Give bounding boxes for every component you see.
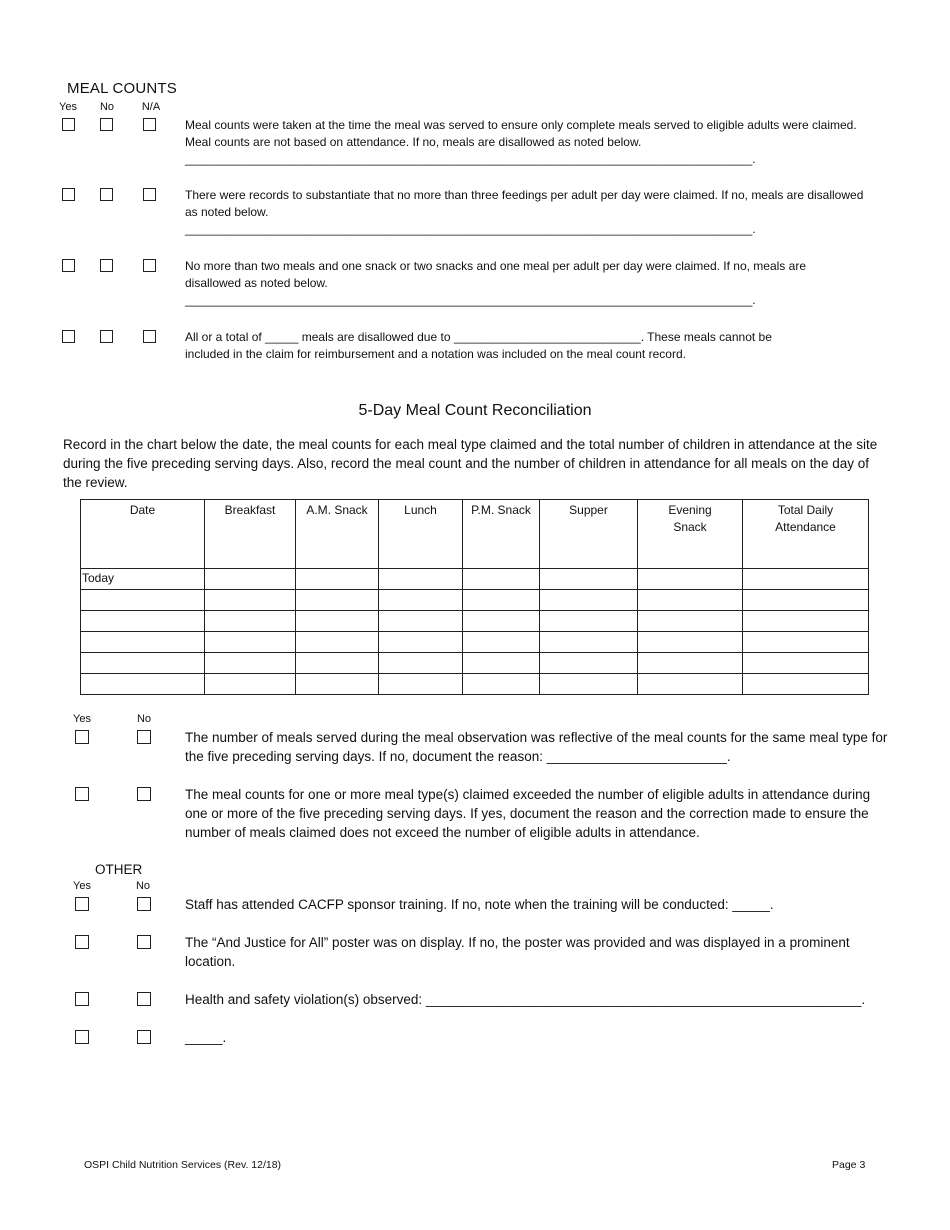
table-cell[interactable] [296, 674, 379, 695]
col-no-label: No [99, 101, 115, 113]
table-cell[interactable]: Today [81, 569, 205, 590]
meal-counts-4-na-checkbox[interactable] [143, 330, 156, 343]
other-item-2: The “And Justice for All” poster was on display. If no, the poster was provided and was displayed in a prominent location. [185, 935, 850, 969]
table-cell[interactable] [296, 653, 379, 674]
table-cell[interactable] [540, 611, 638, 632]
table-cell[interactable] [638, 611, 743, 632]
table-cell[interactable] [296, 590, 379, 611]
meal-counts-item-1-text: Meal counts were taken at the time the meal was served to ensure only complete meals served to eligible adults were claimed. Meal counts are not based on attendance. If no, meals are disallowed as noted below. [185, 118, 857, 149]
other-item-4[interactable]: _____. [185, 1030, 227, 1045]
meal-counts-1-na-checkbox[interactable] [143, 118, 156, 131]
table-header-date: Date [81, 500, 205, 569]
reconciliation-table [80, 499, 869, 695]
meal-counts-3-yes-checkbox[interactable] [62, 259, 75, 272]
table-cell[interactable] [205, 653, 296, 674]
table-cell[interactable] [81, 611, 205, 632]
other-col-yes-label: Yes [73, 880, 91, 892]
table-cell[interactable] [205, 632, 296, 653]
table-cell[interactable] [81, 590, 205, 611]
table-cell[interactable] [743, 653, 869, 674]
reconciliation-intro: Record in the chart below the date, the meal counts for each meal type claimed and the total number of children in attendance at the site during the five preceding serving days. Also, record the meal count and the number of children in attendance for all meals on the day of the review. [63, 437, 878, 490]
table-cell[interactable] [743, 674, 869, 695]
table-cell[interactable] [463, 569, 540, 590]
table-header-row [81, 500, 869, 569]
table-cell[interactable] [379, 569, 463, 590]
recon-item-1: The number of meals served during the meal observation was reflective of the meal counts for the same meal type for the five preceding serving days. If no, document the reason: ________________________. [185, 730, 888, 764]
table-cell[interactable] [81, 653, 205, 674]
meal-counts-item-3 [185, 258, 865, 309]
table-cell[interactable] [463, 674, 540, 695]
meal-counts-item-3-line[interactable]: _____________________________________________________________________________________. [185, 293, 756, 307]
other-col-no-label: No [135, 880, 151, 892]
table-cell[interactable] [540, 653, 638, 674]
other-title: OTHER [95, 862, 143, 877]
meal-counts-1-yes-checkbox[interactable] [62, 118, 75, 131]
meal-counts-3-no-checkbox[interactable] [100, 259, 113, 272]
table-header-pm-snack: P.M. Snack [463, 500, 540, 569]
table-row [81, 653, 869, 674]
table-cell[interactable] [638, 569, 743, 590]
table-cell[interactable] [205, 590, 296, 611]
footer-source: OSPI Child Nutrition Services (Rev. 12/18) [84, 1159, 282, 1171]
meal-counts-item-2-line[interactable]: _____________________________________________________________________________________. [185, 222, 756, 236]
recon-2-no-checkbox[interactable] [137, 787, 151, 801]
other-3-yes-checkbox[interactable] [75, 992, 89, 1006]
table-header-total-attendance: Total Daily Attendance [743, 500, 869, 569]
other-4-no-checkbox[interactable] [137, 1030, 151, 1044]
other-2-no-checkbox[interactable] [137, 935, 151, 949]
table-cell[interactable] [81, 632, 205, 653]
table-cell[interactable] [463, 632, 540, 653]
meal-counts-2-no-checkbox[interactable] [100, 188, 113, 201]
table-cell[interactable] [743, 569, 869, 590]
meal-counts-item-1 [185, 117, 865, 168]
reconciliation-title: 5-Day Meal Count Reconciliation [358, 402, 592, 419]
table-cell[interactable] [463, 611, 540, 632]
table-cell[interactable] [379, 590, 463, 611]
other-item-1: Staff has attended CACFP sponsor training. If no, note when the training will be conducted: _____. [185, 897, 774, 912]
recon-item-2: The meal counts for one or more meal type(s) claimed exceeded the number of eligible adults in attendance during one or more of the five preceding serving days. If yes, document the reason and the correction made to ensure the number of meals claimed does not exceed the number of eligible adults in attendance. [185, 787, 871, 840]
other-2-yes-checkbox[interactable] [75, 935, 89, 949]
table-cell[interactable] [638, 590, 743, 611]
other-1-no-checkbox[interactable] [137, 897, 151, 911]
meal-counts-2-yes-checkbox[interactable] [62, 188, 75, 201]
table-header-am-snack: A.M. Snack [296, 500, 379, 569]
meal-counts-3-na-checkbox[interactable] [143, 259, 156, 272]
table-cell[interactable] [638, 653, 743, 674]
meal-counts-title: MEAL COUNTS [67, 80, 177, 97]
meal-counts-item-4-text: All or a total of _____ meals are disallowed due to ____________________________. These meals cannot be included in the claim for reimbursement and a notation was included on the meal count record. [185, 330, 772, 361]
table-cell[interactable] [463, 590, 540, 611]
table-cell[interactable] [81, 674, 205, 695]
table-cell[interactable] [743, 590, 869, 611]
recon-col-yes-label: Yes [73, 713, 91, 725]
meal-counts-4-yes-checkbox[interactable] [62, 330, 75, 343]
col-yes-label: Yes [59, 101, 77, 113]
other-item-3: Health and safety violation(s) observed: __________________________________________________________. [185, 992, 866, 1007]
table-header-lunch: Lunch [379, 500, 463, 569]
meal-counts-item-3-text: No more than two meals and one snack or two snacks and one meal per adult per day were claimed. If no, meals are disallowed as noted below. [185, 259, 806, 290]
table-cell[interactable] [296, 569, 379, 590]
meal-counts-item-2-text: There were records to substantiate that no more than three feedings per adult per day were claimed. If no, meals are disallowed as noted below. [185, 188, 864, 219]
other-3-no-checkbox[interactable] [137, 992, 151, 1006]
recon-1-yes-checkbox[interactable] [75, 730, 89, 744]
table-row [81, 611, 869, 632]
table-cell[interactable] [296, 632, 379, 653]
table-cell[interactable] [379, 611, 463, 632]
table-cell[interactable] [540, 674, 638, 695]
table-cell[interactable] [743, 611, 869, 632]
col-na-label: N/A [141, 101, 161, 113]
table-row [81, 674, 869, 695]
table-cell[interactable] [540, 590, 638, 611]
other-1-yes-checkbox[interactable] [75, 897, 89, 911]
table-row [81, 569, 869, 590]
table-cell[interactable] [540, 632, 638, 653]
table-header-evening-snack: Evening Snack [638, 500, 743, 569]
table-cell[interactable] [379, 674, 463, 695]
table-header-supper: Supper [540, 500, 638, 569]
table-cell[interactable] [296, 611, 379, 632]
table-cell[interactable] [205, 569, 296, 590]
table-cell[interactable] [743, 632, 869, 653]
footer-page-number: Page 3 [832, 1159, 866, 1171]
table-cell[interactable] [463, 653, 540, 674]
table-cell[interactable] [638, 632, 743, 653]
meal-counts-item-2 [185, 187, 865, 238]
table-cell[interactable] [638, 674, 743, 695]
table-cell[interactable] [540, 569, 638, 590]
other-4-yes-checkbox[interactable] [75, 1030, 89, 1044]
table-cell[interactable] [379, 632, 463, 653]
recon-2-yes-checkbox[interactable] [75, 787, 89, 801]
meal-counts-4-no-checkbox[interactable] [100, 330, 113, 343]
table-row [81, 632, 869, 653]
meal-counts-item-4 [185, 329, 815, 363]
table-header-breakfast: Breakfast [205, 500, 296, 569]
recon-col-no-label: No [136, 713, 152, 725]
table-row [81, 590, 869, 611]
table-cell[interactable] [205, 674, 296, 695]
meal-counts-1-no-checkbox[interactable] [100, 118, 113, 131]
meal-counts-2-na-checkbox[interactable] [143, 188, 156, 201]
table-cell[interactable] [205, 611, 296, 632]
recon-1-no-checkbox[interactable] [137, 730, 151, 744]
table-cell[interactable] [379, 653, 463, 674]
meal-counts-item-1-line[interactable]: _____________________________________________________________________________________. [185, 152, 756, 166]
